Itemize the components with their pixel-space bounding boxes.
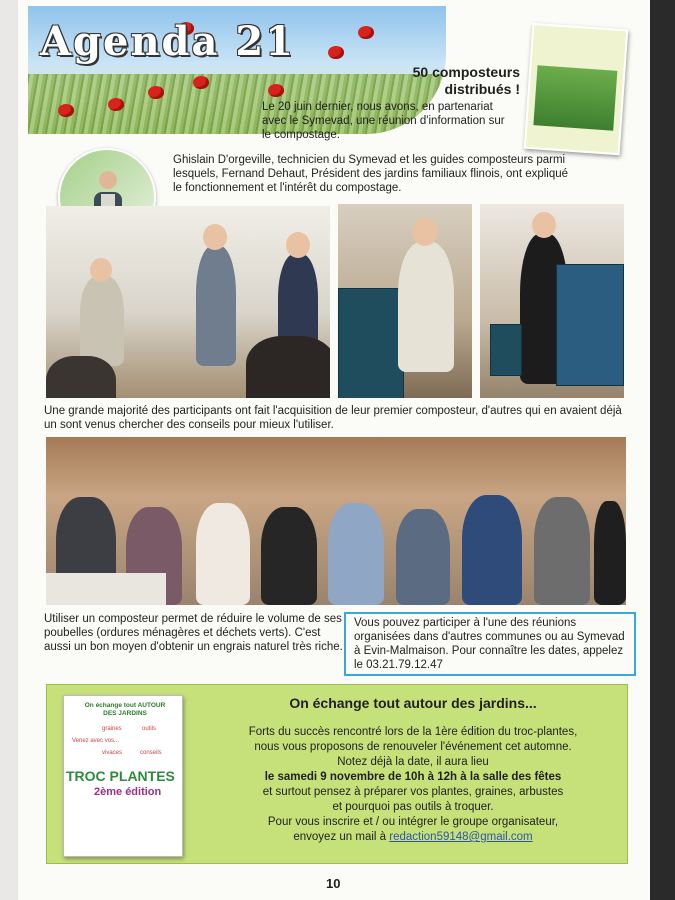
poster-heading: On échange tout AUTOUR DES JARDINS [84, 702, 166, 717]
exchange-text [225, 725, 601, 845]
meeting-photo [46, 206, 330, 398]
troc-plantes-poster [63, 695, 183, 857]
exchange-line: nous vous proposons de renouveler l'événement cet automne. [254, 741, 572, 753]
magazine-page [18, 0, 650, 900]
exchange-date: le samedi 9 novembre de 10h à 12h à la salle des fêtes [264, 771, 562, 783]
poppy-icon [328, 46, 344, 59]
poster-illustration [72, 724, 172, 766]
article-benefits: Utiliser un composteur permet de réduire le volume de ses poubelles (ordures ménagères et déchets verts). C'est aussi un bon moyen d'obtenir un engrais naturel très riche. [44, 613, 343, 653]
compost-flyer-image [524, 23, 629, 155]
poppy-icon [58, 104, 74, 117]
audience-figure [261, 507, 317, 605]
audience-figure [462, 495, 522, 605]
poster-word: Venez avec vos... [72, 738, 120, 744]
page-number: 10 [326, 876, 341, 891]
composter-photo [480, 204, 624, 398]
audience-figure [246, 336, 330, 398]
email-link[interactable]: redaction59148@gmail.com [389, 831, 533, 843]
poppy-icon [268, 84, 284, 97]
figure [80, 276, 124, 366]
audience-figure [328, 503, 384, 605]
article-intro: Le 20 juin dernier, nous avons, en partenariat avec le Symevad, une réunion d'information sur le compostage. [262, 101, 505, 141]
exchange-line: Forts du succès rencontré lors de la 1ère édition du troc-plantes, [248, 726, 578, 738]
figure [196, 246, 236, 366]
page-edge-shadow [650, 0, 675, 900]
exchange-line: et pourquoi pas outils à troquer. [332, 801, 494, 813]
poppy-icon [358, 26, 374, 39]
projector-table [46, 573, 166, 605]
exchange-line: Pour vous inscrire et / ou intégrer le groupe organisateur, [267, 816, 559, 828]
compost-bin [556, 264, 624, 386]
poster-edition: 2ème édition [94, 786, 162, 798]
page-title: Agenda 21 [40, 18, 296, 65]
audience-figure [594, 501, 626, 605]
flyer-text-decoration [538, 31, 622, 37]
audience-photo [46, 437, 626, 605]
article-headline: 50 composteurs distribués ! [412, 64, 520, 97]
exchange-line: et surtout pensez à préparer vos plantes, graines, arbustes [262, 786, 564, 798]
flyer-photo [533, 65, 617, 130]
audience-figure [396, 509, 450, 605]
compost-bin [338, 288, 404, 398]
poppy-icon [148, 86, 164, 99]
article-participants: Une grande majorité des participants ont fait l'acquisition de leur premier composteur, d'autres qui en avaient déjà un sont venus chercher des conseils pour mieux l'utiliser. [44, 405, 622, 431]
figure-head [532, 212, 556, 238]
figure-head [412, 218, 438, 246]
poster-title: TROC PLANTES [66, 768, 175, 784]
exchange-line: envoyez un mail à [293, 831, 387, 843]
poppy-icon [108, 98, 124, 111]
exchange-title: On échange tout autour des jardins... [289, 695, 537, 711]
poster-word: outils [142, 726, 157, 732]
figure-head [90, 258, 112, 282]
poster-word: graines [102, 726, 122, 732]
figure-head [203, 224, 227, 250]
compost-bin [490, 324, 522, 376]
figure-head [286, 232, 310, 258]
poster-word: conseils [140, 750, 162, 756]
info-box: Vous pouvez participer à l'une des réunions organisées dans d'autres communes ou au Symevad à Evin-Malmaison. Pour connaître les dates, appelez le 03.21.79.12.47 [344, 612, 636, 676]
exchange-line: Notez déjà la date, il aura lieu [337, 756, 489, 768]
figure [398, 242, 454, 372]
article-speakers: Ghislain D'orgeville, technicien du Symevad et les guides composteurs parmi lesquels, Fernand Dehaut, Président des jardins familiaux flinois, ont expliqué le fonctionnement et l'intérêt du compostage. [173, 154, 569, 194]
poster-word: vivaces [102, 750, 123, 756]
audience-figure [196, 503, 250, 605]
demonstration-photo [338, 204, 472, 398]
audience-figure [46, 356, 116, 398]
poppy-icon [193, 76, 209, 89]
audience-figure [534, 497, 590, 605]
troc-plantes-announcement [46, 684, 628, 864]
